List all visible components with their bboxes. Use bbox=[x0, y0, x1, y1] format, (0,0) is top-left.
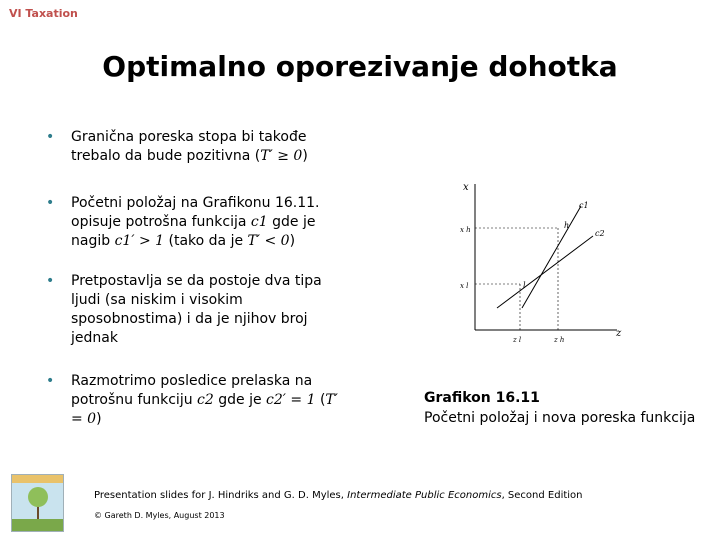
section-tag: VI Taxation bbox=[9, 7, 78, 20]
bullet-item: • Granična poreska stopa bi takođe trebalo da bude pozitivna (T′ ≥ 0) bbox=[46, 129, 308, 164]
y-tick-high: x h bbox=[460, 226, 471, 234]
caption-subtitle: Početni položaj i nova poreska funkcija bbox=[424, 410, 696, 426]
bullet-dot-icon: • bbox=[46, 373, 55, 389]
curve-c2 bbox=[497, 236, 593, 308]
curve-c2-label: c2 bbox=[595, 229, 605, 238]
y-axis-label: x bbox=[463, 182, 469, 193]
bullet-item: • Pretpostavlja se da postoje dva tipa ljudi (sa niskim i visokim sposobnostima) i da je njihov broj jednak bbox=[46, 273, 322, 346]
curve-c1-label: c1 bbox=[579, 201, 589, 210]
caption-title: Grafikon 16.11 bbox=[424, 390, 540, 406]
footer-credit: Presentation slides for J. Hindriks and G. D. Myles, Intermediate Public Economics, Second Edition bbox=[94, 490, 583, 501]
footer-copyright: © Gareth D. Myles, August 2013 bbox=[94, 511, 225, 520]
figure-caption bbox=[424, 388, 714, 428]
bullet-dot-icon: • bbox=[46, 195, 55, 211]
bullet-item: • Razmotrimo posledice prelaska na potrošnu funkciju c2 gde je c2′ = 1 (T′ = 0) bbox=[46, 373, 338, 427]
x-tick-high: z h bbox=[554, 336, 565, 344]
bullet-item: • Početni položaj na Grafikonu 16.11. opisuje potrošna funkcija c1 gde je nagib c1′ > 1 (tako da je T′ < 0) bbox=[46, 195, 320, 249]
bullet-dot-icon: • bbox=[46, 273, 55, 289]
consumption-graph bbox=[445, 178, 630, 348]
y-tick-low: x l bbox=[460, 282, 469, 290]
bullet-dot-icon: • bbox=[46, 129, 55, 145]
point-low-label: l bbox=[523, 281, 526, 290]
book-cover-image bbox=[11, 474, 64, 532]
curve-c1 bbox=[522, 206, 581, 308]
point-high-label: h bbox=[564, 221, 570, 230]
x-axis-label: z bbox=[616, 328, 622, 339]
x-tick-low: z l bbox=[513, 336, 522, 344]
slide-title: Optimalno oporezivanje dohotka bbox=[102, 50, 618, 83]
